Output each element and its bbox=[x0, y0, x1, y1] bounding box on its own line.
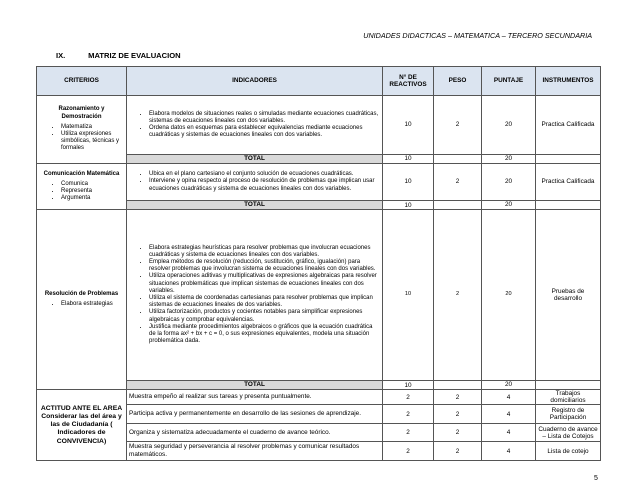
criterion-title: Comunicación Matemática bbox=[43, 170, 120, 177]
total-peso-empty bbox=[434, 155, 482, 164]
total-instrumento-empty bbox=[536, 155, 601, 164]
total-puntaje: 20 bbox=[482, 381, 536, 390]
criterion-cell bbox=[37, 210, 127, 390]
indicator-item: • Elabora modelos de situaciones reales o simuladas mediante ecuaciones cuadráticas, sistemas de ecuaciones lineales con dos variables. bbox=[149, 111, 380, 125]
puntaje-value: 4 bbox=[482, 390, 536, 405]
col-header-puntaje: PUNTAJE bbox=[482, 67, 536, 96]
instrumento-value: Cuaderno de avance – Lista de Cotejos bbox=[536, 424, 601, 442]
indicator-item: • Justifica mediante procedimientos algebraicos o gráficos que la ecuación cuadrática de la forma ax² + bx + c = 0, o sus expresiones equivalentes, modela una situación problemática dada. bbox=[149, 324, 380, 346]
puntaje-value: 4 bbox=[482, 424, 536, 442]
instrumento-value: Lista de cotejo bbox=[536, 442, 601, 461]
puntaje-value: 20 bbox=[482, 96, 536, 155]
indicators-cell bbox=[127, 164, 383, 201]
reactivos-value: 10 bbox=[383, 164, 434, 201]
document-header: UNIDADES DIDACTICAS – MATEMATICA – TERCERO SECUNDARIA bbox=[363, 31, 592, 40]
criterion-bullet: • Comunica bbox=[61, 181, 124, 188]
actitud-criterion-cell: ACTITUD ANTE EL AREA Considerar las del área y las de Ciudadanía ( Indicadores de CONVIVENCIA) bbox=[37, 390, 127, 461]
peso-value: 2 bbox=[434, 96, 482, 155]
peso-value: 2 bbox=[434, 164, 482, 201]
total-instrumento-empty bbox=[536, 381, 601, 390]
instrumento-value: Pruebas de desarrollo bbox=[536, 210, 601, 381]
total-reactivos: 10 bbox=[383, 201, 434, 210]
criterion-bullets bbox=[39, 301, 124, 308]
indicator-item: • Utiliza operaciones aditivas y multiplicativas de expresiones algebraicas para resolver situaciones problemáticas que implican sistemas de ecuaciones lineales con dos variables. bbox=[149, 273, 380, 295]
indicator-item: • Interviene y opina respecto al proceso de resolución de problemas que implican usar ecuaciones cuadráticas y sistema de ecuaciones lineales con dos variables. bbox=[149, 178, 380, 192]
total-reactivos: 10 bbox=[383, 155, 434, 164]
puntaje-value: 20 bbox=[482, 210, 536, 381]
total-label: TOTAL bbox=[127, 201, 383, 210]
actitud-indicator: Organiza y sistematiza adecuadamente el cuaderno de avance teórico. bbox=[127, 424, 383, 442]
actitud-indicator: Muestra empeño al realizar sus tareas y presenta puntualmente. bbox=[127, 390, 383, 405]
actitud-indicator: Participa activa y permanentemente en desarrollo de las sesiones de aprendizaje. bbox=[127, 405, 383, 424]
criterion-title: Resolución de Problemas bbox=[44, 290, 119, 297]
total-label: TOTAL bbox=[127, 381, 383, 390]
col-header-reactivos: N° DE REACTIVOS bbox=[383, 67, 434, 96]
indicators-cell bbox=[127, 96, 383, 155]
peso-value: 2 bbox=[434, 442, 482, 461]
criterion-bullets bbox=[39, 181, 124, 203]
puntaje-value: 20 bbox=[482, 164, 536, 201]
indicators-cell bbox=[127, 210, 383, 381]
peso-value: 2 bbox=[434, 405, 482, 424]
col-header-indicadores: INDICADORES bbox=[127, 67, 383, 96]
total-puntaje: 20 bbox=[482, 201, 536, 210]
peso-value: 2 bbox=[434, 390, 482, 405]
col-header-criterios: CRITERIOS bbox=[37, 67, 127, 96]
total-peso-empty bbox=[434, 201, 482, 210]
criterion-cell bbox=[37, 164, 127, 210]
reactivos-value: 10 bbox=[383, 210, 434, 381]
criterion-bullets bbox=[39, 124, 124, 153]
actitud-indicator: Muestra seguridad y perseverancia al resolver problemas y comunicar resultados matemáticos. bbox=[127, 442, 383, 461]
criterion-bullet: • Argumenta bbox=[61, 195, 124, 202]
peso-value: 2 bbox=[434, 424, 482, 442]
criterion-cell bbox=[37, 96, 127, 164]
criterion-bullet: • Elabora estrategias bbox=[61, 301, 124, 308]
reactivos-value: 2 bbox=[383, 442, 434, 461]
section-number: IX. bbox=[56, 51, 66, 60]
section-title: MATRIZ DE EVALUACION bbox=[88, 51, 181, 60]
col-header-peso: PESO bbox=[434, 67, 482, 96]
puntaje-value: 4 bbox=[482, 405, 536, 424]
indicator-item: • Utiliza factorización, productos y cocientes notables para simplificar expresiones algebraicas y comprobar equivalencias. bbox=[149, 309, 380, 323]
table-header-row bbox=[37, 67, 601, 96]
instrumento-value: Practica Calificada bbox=[536, 96, 601, 155]
actitud-row bbox=[37, 390, 601, 405]
criterion-row-razonamiento bbox=[37, 96, 601, 155]
col-header-instrumentos: INSTRUMENTOS bbox=[536, 67, 601, 96]
reactivos-value: 10 bbox=[383, 96, 434, 155]
instrumento-value: Trabajos domiciliarios bbox=[536, 390, 601, 405]
instrumento-value: Registro de Participación bbox=[536, 405, 601, 424]
puntaje-value: 4 bbox=[482, 442, 536, 461]
criterion-bullet: • Matematiza bbox=[61, 124, 124, 131]
indicator-item: • Utiliza el sistema de coordenadas cartesianas para resolver problemas que implican sistemas de ecuaciones lineales de dos variables. bbox=[149, 295, 380, 309]
reactivos-value: 2 bbox=[383, 405, 434, 424]
instrumento-value: Practica Calificada bbox=[536, 164, 601, 201]
total-instrumento-empty bbox=[536, 201, 601, 210]
criterion-row-resolucion bbox=[37, 210, 601, 381]
peso-value: 2 bbox=[434, 210, 482, 381]
indicator-item: • Ordena datos en esquemas para establecer equivalencias mediante ecuaciones cuadráticas y sistemas de ecuaciones lineales con dos variables. bbox=[149, 125, 380, 139]
criterion-bullet: • Utiliza expresiones simbólicas, técnicas y formales bbox=[61, 131, 124, 153]
reactivos-value: 2 bbox=[383, 424, 434, 442]
total-reactivos: 10 bbox=[383, 381, 434, 390]
page-number: 5 bbox=[594, 475, 598, 482]
evaluation-matrix-table bbox=[36, 66, 601, 461]
criterion-bullet: • Representa bbox=[61, 188, 124, 195]
section-heading bbox=[56, 51, 181, 60]
criterion-title: Razonamiento y Demostración bbox=[58, 106, 105, 120]
indicator-item: • Elabora estrategias heurísticas para resolver problemas que involucran ecuaciones cuadráticas y sistema de ecuaciones lineales con dos variables. bbox=[149, 245, 380, 259]
total-peso-empty bbox=[434, 381, 482, 390]
total-puntaje: 20 bbox=[482, 155, 536, 164]
criterion-row-comunicacion bbox=[37, 164, 601, 201]
reactivos-value: 2 bbox=[383, 390, 434, 405]
indicator-item: • Ubica en el plano cartesiano el conjunto solución de ecuaciones cuadráticas. bbox=[149, 171, 380, 178]
indicator-item: • Emplea métodos de resolución (reducción, sustitución, gráfico, igualación) para resolver problemas que involucran sistema de ecuaciones lineales con dos variables. bbox=[149, 259, 380, 273]
total-label: TOTAL bbox=[127, 155, 383, 164]
